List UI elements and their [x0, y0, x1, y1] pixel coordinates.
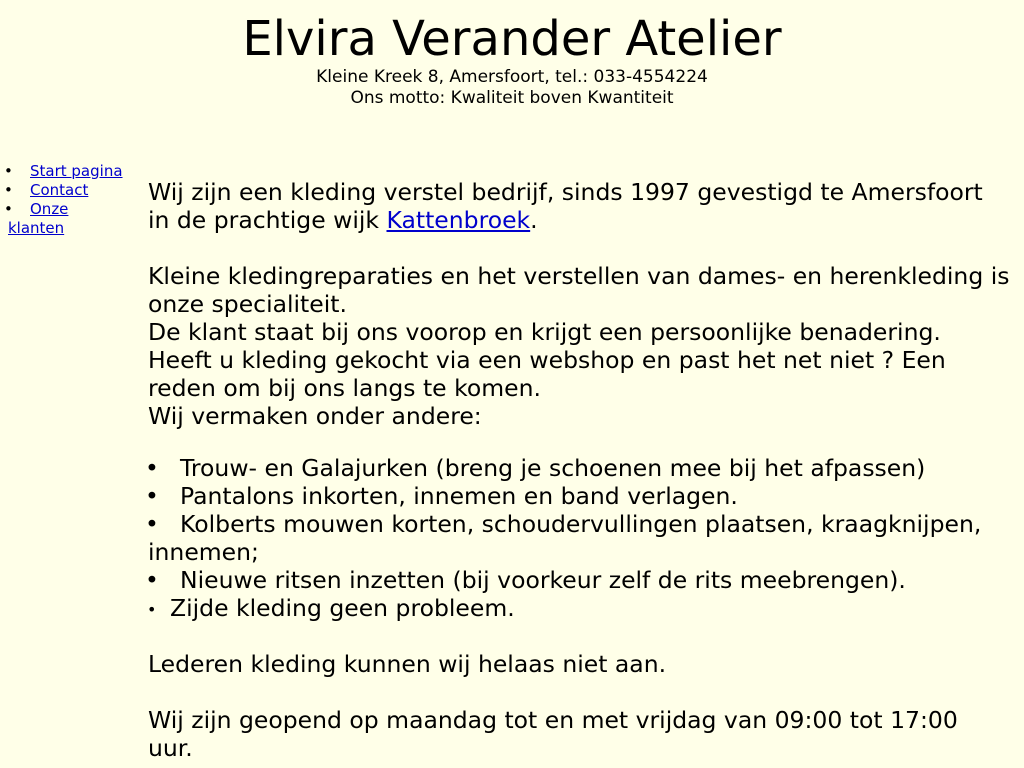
intro-period: .	[530, 206, 538, 234]
page-header	[0, 0, 1024, 109]
address-line: Kleine Kreek 8, Amersfoort, tel.: 033-4554224	[316, 67, 708, 87]
leather-note: Lederen kleding kunnen wij helaas niet aan.	[148, 650, 667, 678]
bullet: •	[145, 510, 159, 538]
nav-link-klanten-2[interactable]: klanten	[8, 219, 65, 237]
intro-line-1: Wij zijn een kleding verstel bedrijf, sinds 1997 gevestigd te Amersfoort	[148, 178, 983, 206]
list-item-text: Nieuwe ritsen inzetten (bij voorkeur zelf de rits meebrengen).	[180, 566, 906, 594]
hours-line-1: Wij zijn geopend op maandag tot en met vrijdag van 09:00 tot 17:00	[148, 706, 958, 734]
list-item-text: Kolberts mouwen korten, schoudervullingen plaatsen, kraagknijpen,	[180, 510, 982, 538]
customer-line: De klant staat bij ons voorop en krijgt een persoonlijke benadering.	[148, 318, 941, 346]
intro-line-2	[148, 206, 1024, 234]
list-item	[148, 594, 1024, 622]
nav-item-klanten	[4, 200, 133, 238]
kattenbroek-link[interactable]: Kattenbroek	[386, 206, 531, 234]
bullet: •	[4, 200, 13, 218]
list-item-text: Pantalons inkorten, innemen en band verlagen.	[180, 482, 738, 510]
bullet: •	[145, 566, 159, 594]
nav-link-klanten-1[interactable]: Onze	[30, 200, 69, 218]
sidebar-nav	[4, 162, 133, 238]
nav-link-start[interactable]: Start pagina	[30, 162, 123, 180]
main-content	[145, 178, 1024, 762]
webshop-line-1: Heeft u kleding gekocht via een webshop en past het net niet ? Een	[148, 346, 946, 374]
hours-line-2: uur.	[148, 734, 193, 762]
services-intro: Wij vermaken onder andere:	[148, 402, 482, 430]
list-item-text: innemen;	[148, 538, 259, 566]
intro-text: in de prachtige wijk	[148, 206, 387, 234]
nav-item-contact	[4, 181, 133, 200]
bullet: •	[4, 162, 13, 180]
list-item	[145, 510, 1024, 566]
list-item-text: Trouw- en Galajurken (breng je schoenen mee bij het afpassen)	[180, 454, 926, 482]
list-item	[145, 482, 1024, 510]
motto-line: Ons motto: Kwaliteit boven Kwantiteit	[350, 88, 674, 108]
specialty-line-1: Kleine kledingreparaties en het verstellen van dames- en herenkleding is	[148, 262, 1010, 290]
page-title: Elvira Verander Atelier	[242, 11, 782, 67]
bullet: •	[145, 454, 159, 482]
bullet: •	[145, 482, 159, 510]
specialty-line-2: onze specialiteit.	[148, 290, 347, 318]
bullet: •	[147, 600, 157, 619]
list-item	[145, 566, 1024, 594]
bullet: •	[4, 181, 13, 199]
list-item-text: Zijde kleding geen probleem.	[170, 594, 515, 622]
nav-item-start	[4, 162, 133, 181]
nav-link-contact[interactable]: Contact	[30, 181, 89, 199]
list-item	[145, 454, 1024, 482]
webshop-line-2: reden om bij ons langs te komen.	[148, 374, 541, 402]
